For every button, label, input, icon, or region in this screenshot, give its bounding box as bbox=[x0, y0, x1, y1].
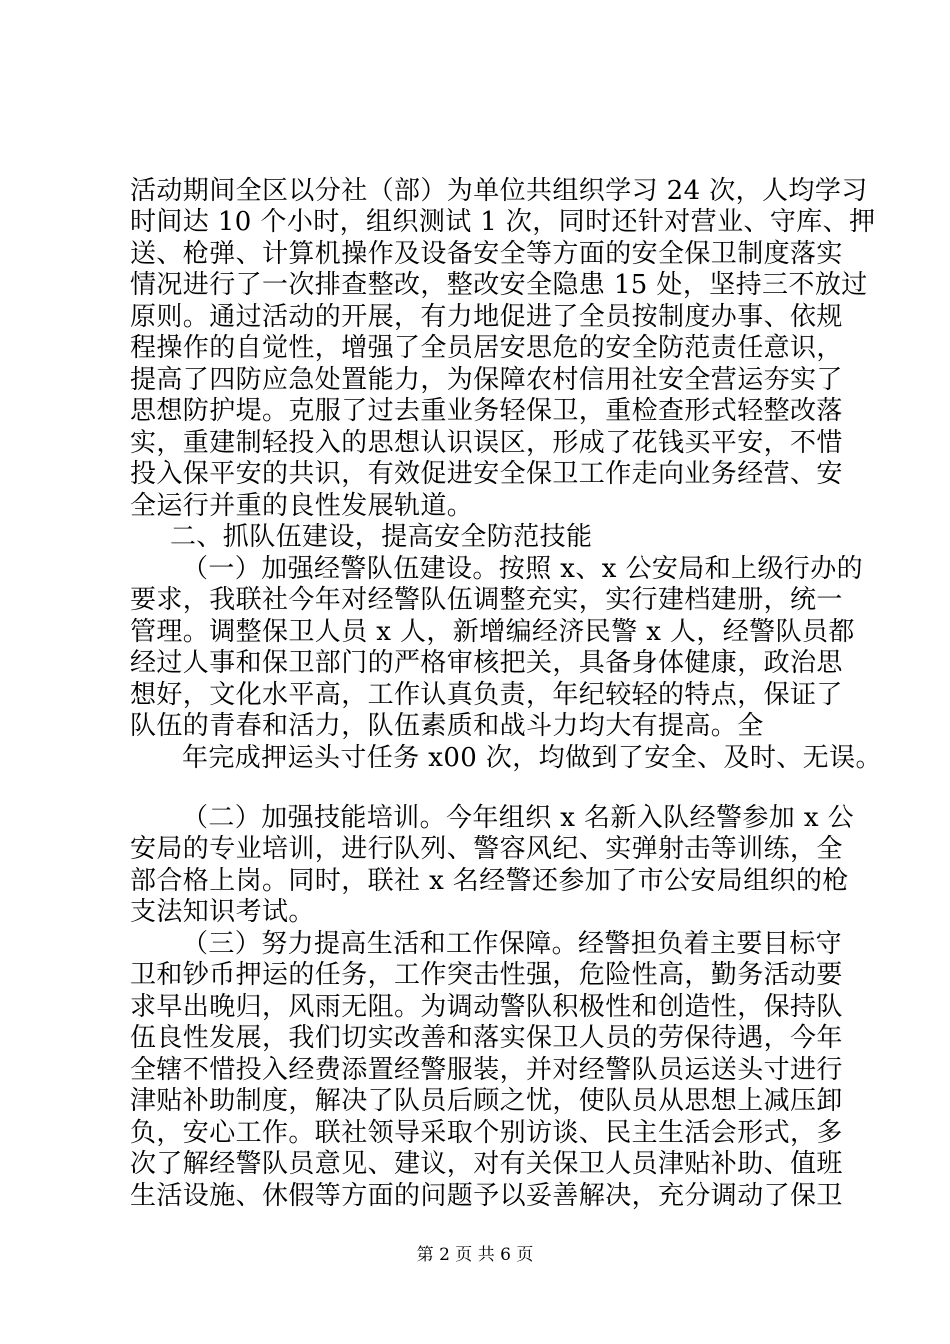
body-line-30: 负，安心工作。联社领导采取个别访谈、民主生活会形式，多 bbox=[130, 1118, 843, 1148]
body-line-11: 全运行并重的良性发展轨道。 bbox=[130, 491, 474, 521]
body-line-28: 全辖不惜投入经费添置经警服装，并对经警队员运送头寸进行 bbox=[130, 1055, 843, 1085]
body-line-22: 部合格上岗。同时，联社 x 名经警还参加了市公安局组织的枪 bbox=[130, 866, 849, 896]
body-line-7: 提高了四防应急处置能力，为保障农村信用社安全营运夯实了 bbox=[130, 365, 843, 395]
body-line-3: 送、枪弹、计算机操作及设备安全等方面的安全保卫制度落实 bbox=[130, 239, 843, 269]
body-line-15: 管理。调整保卫人员 x 人，新增编经济民警 x 人，经警队员都 bbox=[130, 617, 855, 647]
body-line-5: 原则。通过活动的开展，有力地促进了全员按制度办事、依规 bbox=[130, 302, 843, 332]
body-line-4: 情况进行了一次排查整改，整改安全隐患 15 处，坚持三不放过 bbox=[130, 270, 868, 300]
body-line-21: 安局的专业培训，进行队列、警容风纪、实弹射击等训练，全 bbox=[130, 834, 843, 864]
section-heading: 二、抓队伍建设，提高安全防范技能 bbox=[170, 522, 593, 552]
body-line-1: 活动期间全区以分社（部）为单位共组织学习 24 次，人均学习 bbox=[130, 176, 868, 206]
body-line-13: （一）加强经警队伍建设。按照 x、x 公安局和上级行办的 bbox=[182, 554, 864, 584]
body-line-20: （二）加强技能培训。今年组织 x 名新入队经警参加 x 公 bbox=[182, 803, 854, 833]
body-line-6: 程操作的自觉性，增强了全员居安思危的安全防范责任意识， bbox=[130, 333, 843, 363]
body-line-10: 投入保平安的共识，有效促进安全保卫工作走向业务经营、安 bbox=[130, 459, 843, 489]
body-line-27: 伍良性发展，我们切实改善和落实保卫人员的劳保待遇，今年 bbox=[130, 1023, 843, 1053]
body-line-19: 年完成押运头寸任务 x00 次，均做到了安全、及时、无误。 bbox=[182, 743, 882, 773]
body-line-23: 支法知识考试。 bbox=[130, 897, 315, 927]
body-line-25: 卫和钞币押运的任务，工作突击性强，危险性高，勤务活动要 bbox=[130, 960, 843, 990]
body-line-16: 经过人事和保卫部门的严格审核把关，具备身体健康，政治思 bbox=[130, 648, 843, 678]
body-line-14: 要求，我联社今年对经警队伍调整充实，实行建档建册，统一 bbox=[130, 585, 843, 615]
body-line-32: 生活设施、休假等方面的问题予以妥善解决，充分调动了保卫 bbox=[130, 1181, 843, 1211]
body-line-9: 实，重建制轻投入的思想认识误区，形成了花钱买平安，不惜 bbox=[130, 428, 843, 458]
body-line-26: 求早出晚归，风雨无阻。为调动警队积极性和创造性，保持队 bbox=[130, 992, 843, 1022]
body-line-2: 时间达 10 个小时，组织测试 1 次，同时还针对营业、守库、押 bbox=[130, 207, 876, 237]
body-line-24: （三）努力提高生活和工作保障。经警担负着主要目标守 bbox=[182, 929, 843, 959]
body-line-8: 思想防护堤。克服了过去重业务轻保卫，重检查形式轻整改落 bbox=[130, 396, 843, 426]
body-line-29: 津贴补助制度，解决了队员后顾之忧，使队员从思想上减压卸 bbox=[130, 1086, 843, 1116]
body-line-18: 队伍的青春和活力，队伍素质和战斗力均大有提高。全 bbox=[130, 711, 764, 741]
body-line-17: 想好，文化水平高，工作认真负责，年纪较轻的特点，保证了 bbox=[130, 680, 843, 710]
page-number-footer: 第 2 页 共 6 页 bbox=[416, 1245, 534, 1265]
body-line-31: 次了解经警队员意见、建议，对有关保卫人员津贴补助、值班 bbox=[130, 1149, 843, 1179]
